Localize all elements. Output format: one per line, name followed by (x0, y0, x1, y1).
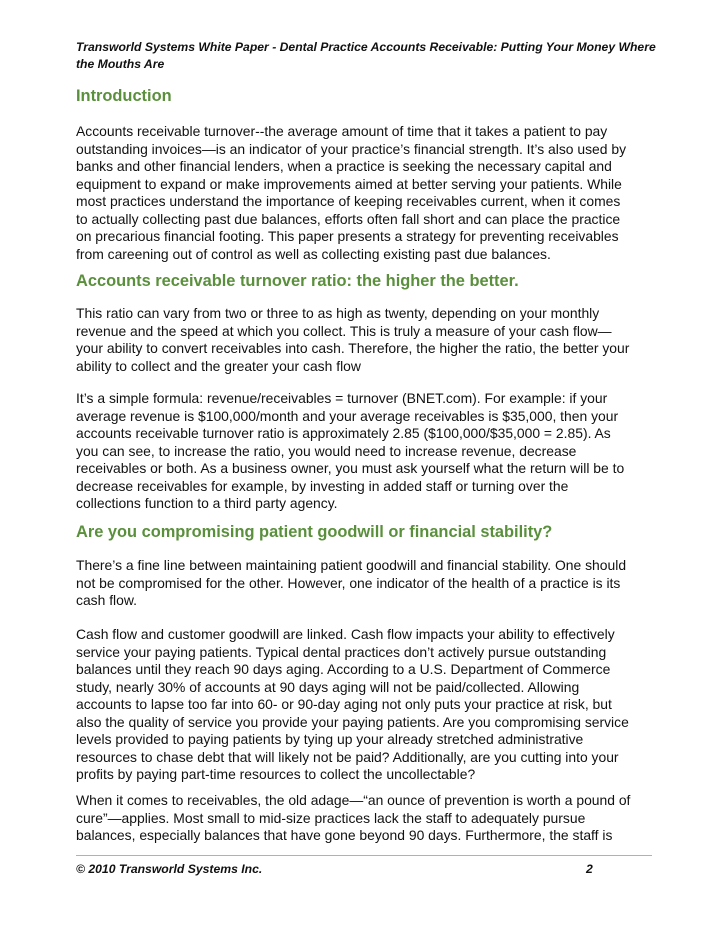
paragraph-line: equipment to expand or make improvements aimed at better serving your patients. While (76, 175, 622, 192)
page-number: 2 (586, 862, 593, 876)
header-line-1: Transworld Systems White Paper - Dental Practice Accounts Receivable: Putting Your Money Where (76, 40, 656, 54)
paragraph-line: There’s a fine line between maintaining patient goodwill and financial stability. One should (76, 557, 627, 573)
paragraph-line: accounts receivable turnover ratio is approximately 2.85 ($100,000/$35,000 = 2.85). As (76, 425, 611, 441)
paragraph-goodwill-1 (76, 557, 656, 610)
paragraph-line: cash flow. (76, 592, 137, 608)
paragraph-line: you can see, to increase the ratio, you would need to increase revenue, decrease (76, 442, 577, 459)
paragraph-turnover-2 (76, 390, 656, 513)
paragraph-line: Accounts receivable turnover--the average amount of time that it takes a patient to pay (76, 123, 608, 139)
paragraph-line: Cash flow and customer goodwill are linked. Cash flow impacts your ability to effectively (76, 626, 615, 642)
paragraph-line: decrease receivables for example, by investing in added staff or turning over the (76, 477, 569, 494)
paragraph-line: most practices understand the importance of keeping receivables current, when it comes (76, 193, 621, 209)
paragraph-line: profits by paying part-time resources to collect the uncollectable? (76, 766, 476, 782)
paragraph-line: on precarious financial footing. This paper presents a strategy for preventing receivables (76, 228, 619, 244)
header-line-2: the Mouths Are (76, 57, 165, 71)
paragraph-line: levels provided to paying patients by tying up your already stretched administrative (76, 731, 584, 747)
paragraph-line: receivables or both. As a business owner, you must ask yourself what the return will be to (76, 460, 625, 476)
paragraph-line: to actually collecting past due balances, efforts often fall short and can place the practice (76, 210, 621, 227)
paragraph-turnover-1 (76, 305, 656, 375)
running-header (76, 39, 676, 73)
paragraph-line: cure”—applies. Most small to mid-size practices lack the staff to adequately pursue (76, 809, 586, 826)
heading-goodwill: Are you compromising patient goodwill or financial stability? (76, 523, 553, 541)
paragraph-line: accounts to lapse too far into 60- or 90-day aging not only puts your practice at risk, but (76, 696, 612, 712)
paragraph-line: It’s a simple formula: revenue/receivables = turnover (BNET.com). For example: if your (76, 390, 608, 406)
paragraph-line: study, nearly 30% of accounts at 90 days aging will not be paid/collected. Allowing (76, 678, 580, 695)
paragraph-line: also the quality of service you provide your paying patients. Are you compromising service (76, 713, 629, 730)
heading-turnover-ratio: Accounts receivable turnover ratio: the higher the better. (76, 272, 519, 290)
paragraph-line: revenue and the speed at which you collect. This is truly a measure of your cash flow— (76, 322, 612, 339)
paragraph-line: average revenue is $100,000/month and your average receivables is $35,000, then your (76, 407, 619, 424)
paragraph-goodwill-2 (76, 626, 656, 784)
footer-copyright: © 2010 Transworld Systems Inc. (76, 862, 263, 876)
paragraph-line: This ratio can vary from two or three to as high as twenty, depending on your monthly (76, 305, 600, 321)
paragraph-line: banks and other financial lenders, when a practice is seeking the necessary capital and (76, 158, 612, 174)
paragraph-line: not be compromised for the other. However, one indicator of the health of a practice is its (76, 574, 621, 591)
paragraph-line: balances, especially balances that have gone beyond 90 days. Furthermore, the staff is (76, 827, 613, 843)
paragraph-line: outstanding invoices—is an indicator of your practice’s financial strength. It’s also used by (76, 140, 627, 157)
paragraph-goodwill-3 (76, 792, 656, 845)
paragraph-line: collections function to a third party agency. (76, 495, 338, 511)
footer-rule (76, 855, 652, 856)
paragraph-line: balances until they reach 90 days aging. According to a U.S. Department of Commerce (76, 661, 611, 677)
paragraph-line: service your paying patients. Typical dental practices don’t actively pursue outstanding (76, 643, 607, 660)
paragraph-line: When it comes to receivables, the old adage—“an ounce of prevention is worth a pound of (76, 792, 631, 808)
paragraph-line: resources to chase debt that will likely not be paid? Additionally, are you cutting into your (76, 748, 619, 765)
paragraph-line: ability to collect and the greater your cash flow (76, 357, 361, 374)
paragraph-introduction (76, 123, 656, 263)
paragraph-line: from careening out of control as well as collecting existing past due balances. (76, 245, 551, 262)
heading-introduction: Introduction (76, 87, 172, 105)
paragraph-line: your ability to convert receivables into cash. Therefore, the higher the ratio, the better your (76, 340, 630, 356)
